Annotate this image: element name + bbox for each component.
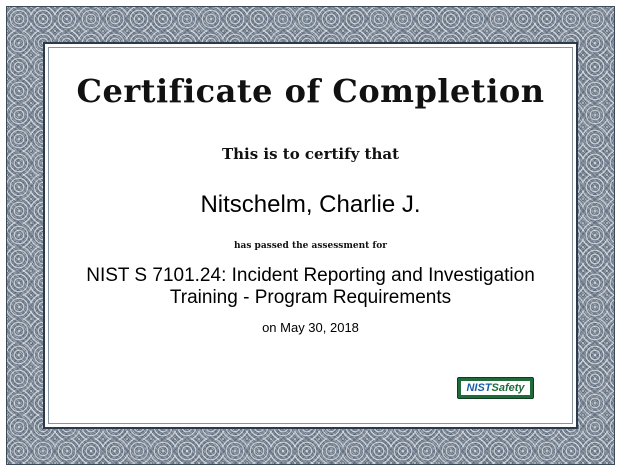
course-title-line-2: Training - Program Requirements xyxy=(169,287,452,308)
recipient-name: Nitschelm, Charlie J. xyxy=(200,191,421,218)
course-title xyxy=(48,265,573,309)
course-title-line-1: NIST S 7101.24: Incident Reporting and Investigation xyxy=(86,265,535,286)
certify-text: This is to certify that xyxy=(221,145,400,163)
passed-text: has passed the assessment for xyxy=(233,241,388,251)
logo-text xyxy=(460,380,531,396)
certificate-title: Certificate of Completion xyxy=(76,72,545,110)
nist-safety-logo xyxy=(457,377,534,399)
logo-text-safety: Safety xyxy=(491,382,525,394)
logo-text-nist: NIST xyxy=(466,382,492,394)
completion-date: on May 30, 2018 xyxy=(262,320,359,335)
